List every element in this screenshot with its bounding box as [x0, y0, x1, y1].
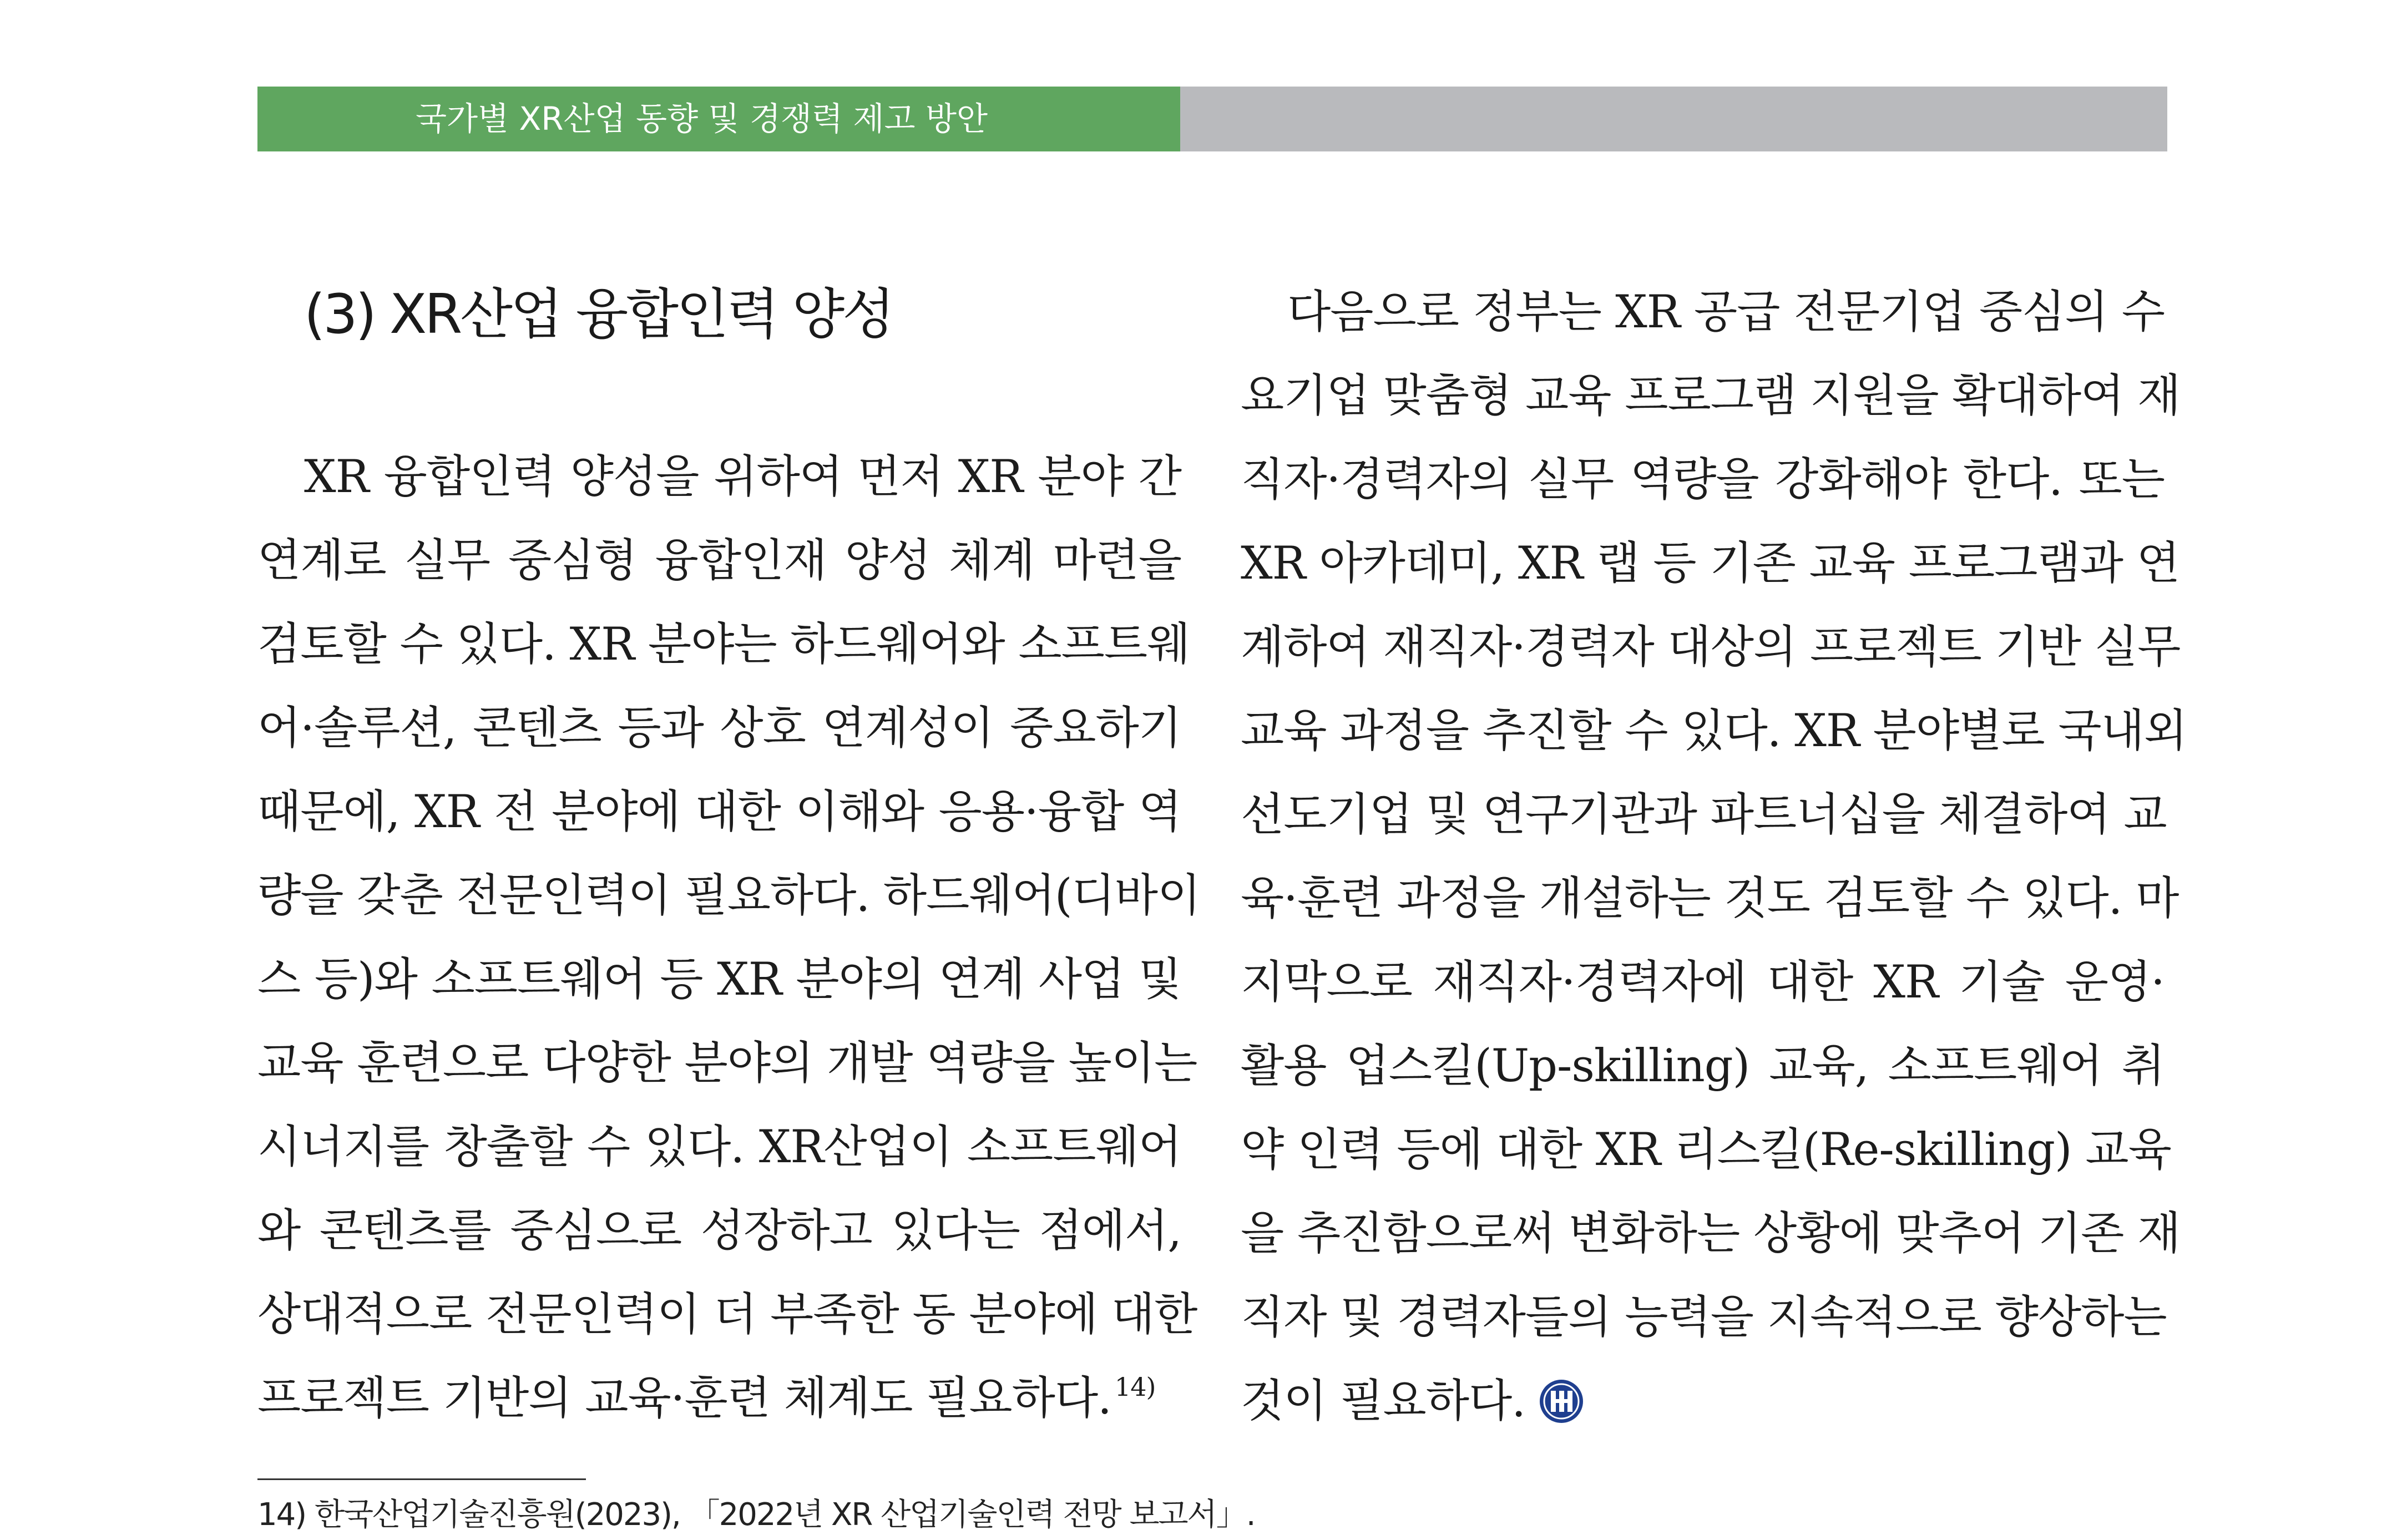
right-column: [1241, 271, 2187, 1443]
paragraph-line: 시너지를 창출할 수 있다. XR산업이 소프트웨어: [257, 1121, 1181, 1173]
paragraph-line-text: 것이 필요하다.: [1241, 1375, 1525, 1427]
paragraph-line: 연계로 실무 중심형 융합인재 양성 체계 마련을: [257, 535, 1181, 587]
paragraph-line: 약 인력 등에 대한 XR 리스킬(Re-skilling) 교육: [1241, 1124, 2171, 1176]
paragraph-line: 직자·경력자의 실무 역량을 강화해야 한다. 또는: [1241, 454, 2165, 506]
paragraph-last-line: [1241, 1360, 2165, 1443]
footnote-reference[interactable]: 14): [1114, 1372, 1156, 1402]
paragraph-line: 계하여 재직자·경력자 대상의 프로젝트 기반 실무: [1241, 621, 2181, 673]
paragraph-line: 선도기업 및 연구기관과 파트너십을 체결하여 교: [1241, 789, 2167, 841]
paragraph-line: 와 콘텐츠를 중심으로 성장하고 있다는 점에서,: [257, 1205, 1181, 1257]
paragraph-line: 어·솔루션, 콘텐츠 등과 상호 연계성이 중요하기: [257, 702, 1181, 754]
institute-logo-icon: [1539, 1367, 1584, 1413]
paragraph-line: XR 융합인력 양성을 위하여 먼저 XR 분야 간: [304, 451, 1181, 503]
paragraph-line: 활용 업스킬(Up-skilling) 교육, 소프트웨어 취: [1241, 1040, 2165, 1092]
paragraph-line-text: 프로젝트 기반의 교육·훈련 체계도 필요하다.: [257, 1372, 1111, 1425]
running-header-green-block: [257, 87, 1180, 151]
running-header-title: 국가별 XR산업 동향 및 경쟁력 제고 방안: [416, 100, 988, 138]
paragraph-line: 상대적으로 전문인력이 더 부족한 동 분야에 대한: [257, 1289, 1197, 1341]
paragraph-line: XR 아카데미, XR 랩 등 기존 교육 프로그램과 연: [1241, 538, 2179, 590]
paragraph-last-line: [257, 1357, 1181, 1441]
footnote: 14) 한국산업기술진흥원(2023), 「2022년 XR 산업기술인력 전망 보고서」.: [257, 1497, 1255, 1533]
paragraph-line: 요기업 맞춤형 교육 프로그램 지원을 확대하여 재: [1241, 370, 2181, 422]
section-heading: (3) XR산업 융합인력 양성: [304, 283, 893, 346]
paragraph-line: 교육 훈련으로 다양한 분야의 개발 역량을 높이는: [257, 1037, 1197, 1090]
paragraph-line: 육·훈련 과정을 개설하는 것도 검토할 수 있다. 마: [1241, 873, 2179, 925]
paragraph-line: 량을 갖춘 전문인력이 필요하다. 하드웨어(디바이: [257, 870, 1201, 922]
paragraph-line: 지막으로 재직자·경력자에 대한 XR 기술 운영·: [1241, 956, 2165, 1009]
paragraph-line: 교육 과정을 추진할 수 있다. XR 분야별로 국내외: [1241, 705, 2187, 757]
paragraph-line: 을 추진함으로써 변화하는 상황에 맞추어 기존 재: [1241, 1208, 2181, 1260]
paragraph-line: 직자 및 경력자들의 능력을 지속적으로 향상하는: [1241, 1291, 2167, 1344]
paragraph-line: 다음으로 정부는 XR 공급 전문기업 중심의 수: [1287, 286, 2165, 338]
footnote-divider: [257, 1478, 586, 1480]
running-header: [257, 87, 2167, 151]
left-column: [257, 435, 1201, 1441]
paragraph-line: 때문에, XR 전 분야에 대한 이해와 응용·융합 역: [257, 786, 1181, 838]
paragraph-line: 스 등)와 소프트웨어 등 XR 분야의 연계 사업 및: [257, 954, 1181, 1006]
paragraph-line: 검토할 수 있다. XR 분야는 하드웨어와 소프트웨: [257, 619, 1190, 671]
